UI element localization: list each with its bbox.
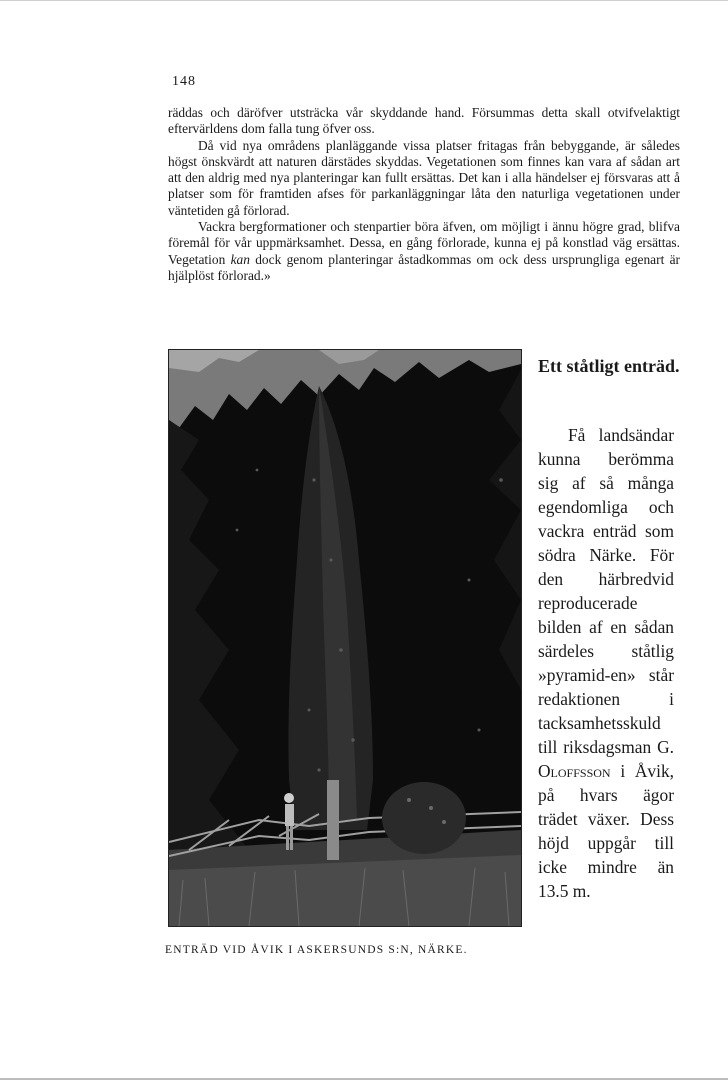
juniper-photograph (168, 349, 522, 927)
paragraph-3-before: Vackra bergformationer och stenpartier böra äfven, om möjligt i ännu högre grad, blifva föremål för vår uppmärksamhet. Dessa, en gång förlorade, kunna ej på konstlad väg ersättas. Vegetation (168, 219, 680, 267)
photo-illustration (169, 350, 521, 926)
sidebar-title: Ett ståtligt enträd. (538, 356, 680, 376)
person-name: Oloffsson (538, 761, 611, 781)
paragraph-3-after: dock genom planteringar åstadkommas om ock dess ursprungliga egenart är hjälplöst förlorad.» (168, 251, 680, 283)
top-edge-rule (0, 0, 728, 1)
emphasis-kan: kan (230, 251, 250, 267)
photo-caption: ENTRÄD VID ÅVIK I ASKERSUNDS S:N, NÄRKE. (165, 944, 468, 956)
sidebar-text-before: Få landsändar kunna berömma sig af så många egendomliga och vackra enträd som södra Närke. För den härbredvid reproducerade bilden af en sådan särdeles ståtlig »pyramid-en» står redaktionen i tacksamhetsskuld till riksdagsman G. (538, 425, 674, 757)
paragraph-3 (168, 219, 680, 284)
sidebar-text (538, 423, 674, 903)
page-number: 148 (172, 74, 196, 89)
sidebar-text-after: i Åvik, på hvars ägor trädet växer. Dess höjd uppgår till icke mindre än 13.5 m. (538, 761, 674, 901)
paragraph-1: räddas och däröfver utsträcka vår skyddande hand. Försummas detta skall otvifvelaktigt eftervärldens dom falla tung öfver oss. (168, 105, 680, 137)
paragraph-2: Då vid nya områdens planläggande vissa platser fritagas från bebyggande, är således högst önskvärdt att naturen därstädes skyddas. Vegetationen som finnes kan vara af sådan art att den aldrig med nya planteringar kan fullt ersättas. Det kan i alla händelser ej försvaras att å platser som för framtiden afses för parkanläggningar låta den naturliga vegetationen under väntetiden gå förlorad. (168, 137, 680, 218)
body-text (168, 105, 680, 284)
